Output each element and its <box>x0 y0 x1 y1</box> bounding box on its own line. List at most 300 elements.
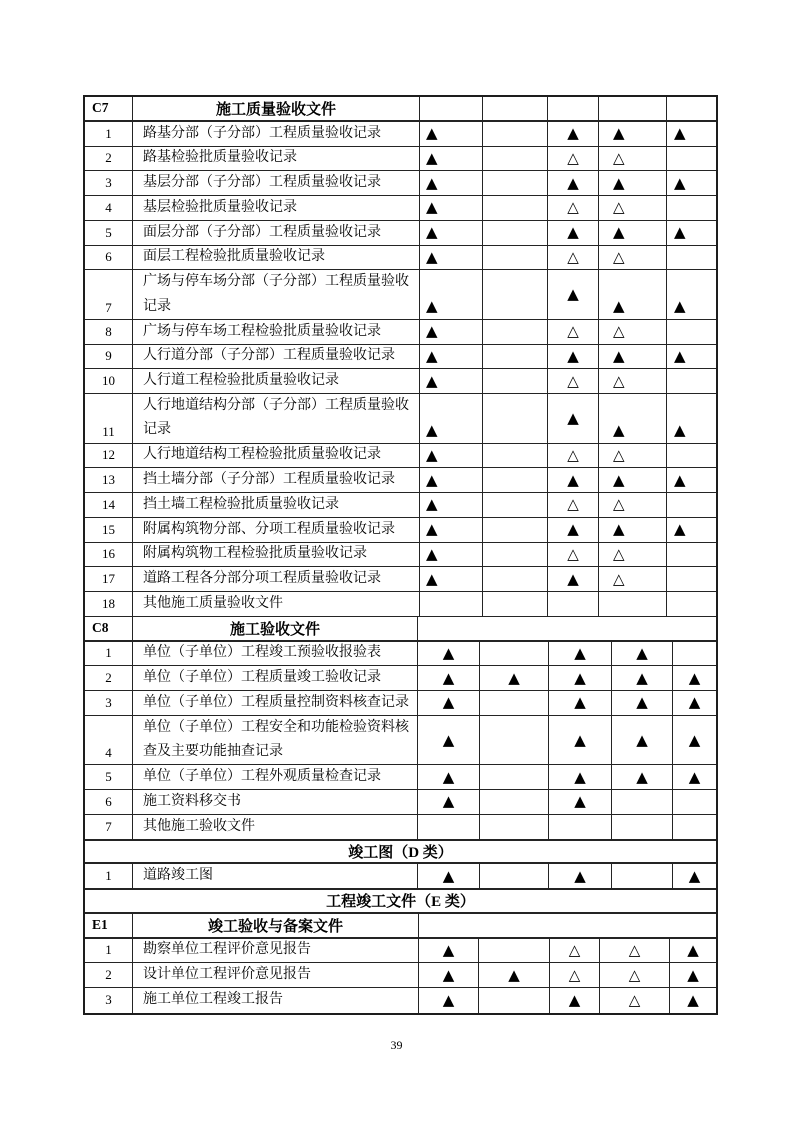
mark-cell <box>483 369 548 393</box>
row-description: 单位（子单位）工程竣工预验收报验表 <box>143 645 381 661</box>
mark-cell <box>673 864 716 888</box>
row-number-cell <box>85 988 133 1013</box>
header-merged-cell <box>419 914 716 937</box>
row-number-cell <box>85 147 133 171</box>
table-row <box>85 666 716 691</box>
mark-cell <box>549 642 612 666</box>
table-row <box>85 394 716 444</box>
mark-cell <box>420 122 483 146</box>
table-row <box>85 518 716 543</box>
mark-cell <box>599 543 667 567</box>
mark-cell <box>479 963 550 987</box>
row-number-cell <box>85 246 133 270</box>
row-number-cell <box>85 963 133 987</box>
mark-cell <box>667 246 716 270</box>
mark-cell <box>483 196 548 220</box>
row-description-cell <box>133 815 418 839</box>
triangle-mark: ▲ <box>567 346 579 365</box>
mark-cell <box>599 394 667 443</box>
triangle-mark: △ <box>613 495 625 514</box>
table-row <box>85 864 716 889</box>
row-description-cell <box>133 666 418 690</box>
row-description: 勘察单位工程评价意见报告 <box>143 942 311 958</box>
row-description-cell <box>133 221 420 245</box>
triangle-mark: ▲ <box>613 124 625 143</box>
triangle-mark: ▲ <box>674 470 686 489</box>
mark-cell <box>548 171 599 195</box>
table-row <box>85 171 716 196</box>
triangle-mark: ▲ <box>426 420 438 439</box>
triangle-mark: ▲ <box>567 173 579 192</box>
row-description: 设计单位工程评价意见报告 <box>143 967 311 983</box>
mark-cell <box>483 518 548 542</box>
mark-cell <box>667 493 716 517</box>
triangle-mark: ▲ <box>442 693 455 712</box>
mark-cell <box>599 122 667 146</box>
section-banner-title: 工程竣工文件（E 类） <box>326 894 475 911</box>
row-description-cell <box>133 468 420 492</box>
section-code <box>85 97 133 120</box>
row-description-cell <box>133 444 420 468</box>
row-number: 9 <box>105 348 112 364</box>
row-description: 路基分部（子分部）工程质量验收记录 <box>143 125 381 141</box>
table-row <box>85 221 716 246</box>
section-banner-title: 竣工图（D 类） <box>348 844 453 861</box>
row-description-cell <box>133 518 420 542</box>
triangle-mark: △ <box>613 445 625 464</box>
mark-cell <box>599 468 667 492</box>
table-row <box>85 592 716 617</box>
table-row <box>85 988 716 1013</box>
row-number: 2 <box>105 150 112 166</box>
mark-cell <box>673 790 716 814</box>
triangle-mark: △ <box>613 569 625 588</box>
mark-cell <box>670 988 716 1013</box>
triangle-mark: ▲ <box>567 569 579 588</box>
mark-cell <box>673 815 716 839</box>
mark-cell <box>667 543 716 567</box>
row-number-cell <box>85 592 133 616</box>
triangle-mark: △ <box>567 247 579 266</box>
row-number-cell <box>85 369 133 393</box>
row-description-cell <box>133 592 420 616</box>
mark-cell <box>420 270 483 319</box>
mark-cell <box>548 394 599 443</box>
triangle-mark: ▲ <box>426 223 438 242</box>
row-description-cell <box>133 246 420 270</box>
row-description: 单位（子单位）工程质量控制资料核查记录 <box>143 694 409 710</box>
row-description-cell <box>133 171 420 195</box>
mark-cell <box>418 666 480 690</box>
row-number: 4 <box>105 199 112 215</box>
mark-cell <box>612 815 673 839</box>
row-number: 14 <box>102 496 115 512</box>
mark-cell <box>550 939 600 963</box>
row-number: 11 <box>102 423 115 439</box>
row-number: 16 <box>102 546 115 562</box>
mark-cell <box>480 691 549 715</box>
mark-cell <box>548 518 599 542</box>
triangle-mark: ▲ <box>613 520 625 539</box>
triangle-mark: ▲ <box>613 420 625 439</box>
mark-cell <box>420 493 483 517</box>
mark-cell <box>548 196 599 220</box>
table-row <box>85 815 716 840</box>
mark-cell <box>599 221 667 245</box>
table-row <box>85 345 716 370</box>
section-code <box>85 914 133 937</box>
mark-cell <box>483 320 548 344</box>
header-empty-cell <box>483 97 548 120</box>
row-number-cell <box>85 196 133 220</box>
triangle-mark: ▲ <box>442 730 455 749</box>
mark-cell <box>599 171 667 195</box>
table-row <box>85 270 716 320</box>
triangle-mark: ▲ <box>636 767 648 786</box>
page-number: 39 <box>390 1038 403 1052</box>
mark-cell <box>483 444 548 468</box>
triangle-mark: ▲ <box>574 767 586 786</box>
triangle-mark: ▲ <box>567 408 579 427</box>
triangle-mark: ▲ <box>636 668 648 687</box>
triangle-mark: ▲ <box>613 223 625 242</box>
row-number: 3 <box>105 175 112 191</box>
row-number-cell <box>85 270 133 319</box>
table-row <box>85 567 716 592</box>
mark-cell <box>548 493 599 517</box>
triangle-mark: △ <box>628 940 641 959</box>
triangle-mark: ▲ <box>688 693 701 712</box>
row-number: 6 <box>105 249 112 265</box>
mark-cell <box>550 963 600 987</box>
mark-cell <box>612 642 673 666</box>
row-number: 1 <box>105 645 112 661</box>
mark-cell <box>483 592 548 616</box>
triangle-mark: ▲ <box>426 173 438 192</box>
section-code-label: E1 <box>92 917 108 933</box>
triangle-mark: ▲ <box>636 643 648 662</box>
row-description: 施工资料移交书 <box>143 793 241 809</box>
mark-cell <box>549 765 612 789</box>
triangle-mark: ▲ <box>442 866 455 885</box>
table-row <box>85 493 716 518</box>
section-code-label: C7 <box>92 100 109 116</box>
mark-cell <box>420 518 483 542</box>
mark-cell <box>480 864 549 888</box>
triangle-mark: △ <box>567 371 579 390</box>
mark-cell <box>667 567 716 591</box>
row-number: 18 <box>102 595 115 611</box>
row-number: 13 <box>102 472 115 488</box>
mark-cell <box>548 567 599 591</box>
mark-cell <box>599 444 667 468</box>
triangle-mark: ▲ <box>674 173 686 192</box>
mark-cell <box>549 815 612 839</box>
mark-cell <box>549 666 612 690</box>
mark-cell <box>612 716 673 765</box>
row-number: 12 <box>102 447 115 463</box>
mark-cell <box>420 196 483 220</box>
row-number-cell <box>85 444 133 468</box>
triangle-mark: ▲ <box>613 346 625 365</box>
table-section <box>85 864 716 889</box>
row-number: 3 <box>105 694 112 710</box>
mark-cell <box>667 468 716 492</box>
triangle-mark: ▲ <box>426 569 438 588</box>
header-empty-cell <box>420 97 483 120</box>
row-number-cell <box>85 790 133 814</box>
triangle-mark: ▲ <box>442 792 455 811</box>
mark-cell <box>548 122 599 146</box>
row-number-cell <box>85 320 133 344</box>
row-description: 附属构筑物工程检验批质量验收记录 <box>143 546 367 562</box>
mark-cell <box>420 147 483 171</box>
mark-cell <box>599 518 667 542</box>
table-row <box>85 369 716 394</box>
row-description: 广场与停车场工程检验批质量验收记录 <box>143 323 381 339</box>
mark-cell <box>548 345 599 369</box>
row-description: 面层工程检验批质量验收记录 <box>143 249 325 265</box>
row-description: 基层检验批质量验收记录 <box>143 199 297 215</box>
mark-cell <box>599 320 667 344</box>
triangle-mark: ▲ <box>613 470 625 489</box>
mark-cell <box>418 765 480 789</box>
mark-cell <box>480 765 549 789</box>
triangle-mark: ▲ <box>426 322 438 341</box>
mark-cell <box>549 691 612 715</box>
triangle-mark: △ <box>567 322 579 341</box>
mark-cell <box>483 147 548 171</box>
mark-cell <box>599 147 667 171</box>
mark-cell <box>419 939 479 963</box>
triangle-mark: △ <box>567 544 579 563</box>
mark-cell <box>667 147 716 171</box>
triangle-mark: ▲ <box>426 544 438 563</box>
section-title-label: 施工质量验收文件 <box>215 101 336 118</box>
mark-cell <box>667 518 716 542</box>
row-number-cell <box>85 221 133 245</box>
table-row <box>85 468 716 493</box>
row-number-cell <box>85 345 133 369</box>
row-description-cell <box>133 493 420 517</box>
mark-cell <box>673 666 716 690</box>
section-banner <box>85 889 716 914</box>
triangle-mark: △ <box>613 544 625 563</box>
row-description-cell <box>133 345 420 369</box>
mark-cell <box>418 716 480 765</box>
row-description: 广场与停车场分部（子分部）工程质量验收记录 <box>143 274 409 314</box>
table-section <box>85 97 716 617</box>
row-description-cell <box>133 196 420 220</box>
mark-cell <box>667 394 716 443</box>
mark-cell <box>599 369 667 393</box>
mark-cell <box>418 815 480 839</box>
section-header-row <box>85 914 716 939</box>
row-description-cell <box>133 320 420 344</box>
mark-cell <box>673 691 716 715</box>
mark-cell <box>549 864 612 888</box>
mark-cell <box>418 864 480 888</box>
triangle-mark: ▲ <box>674 296 686 315</box>
table-row <box>85 320 716 345</box>
row-number: 3 <box>105 992 112 1008</box>
triangle-mark: ▲ <box>442 668 455 687</box>
row-description: 人行地道结构工程检验批质量验收记录 <box>143 447 381 463</box>
mark-cell <box>480 642 549 666</box>
row-description: 道路工程各分部分项工程质量验收记录 <box>143 571 381 587</box>
mark-cell <box>673 716 716 765</box>
row-description-cell <box>133 864 418 888</box>
mark-cell <box>483 543 548 567</box>
section-title <box>133 617 418 640</box>
mark-cell <box>600 963 670 987</box>
row-description: 其他施工质量验收文件 <box>143 595 283 611</box>
header-merged-cell <box>418 617 716 640</box>
row-description: 施工单位工程竣工报告 <box>143 992 283 1008</box>
triangle-mark: ▲ <box>674 346 686 365</box>
triangle-mark: ▲ <box>574 866 586 885</box>
triangle-mark: ▲ <box>687 990 699 1009</box>
mark-cell <box>667 196 716 220</box>
triangle-mark: ▲ <box>688 730 701 749</box>
triangle-mark: △ <box>568 940 581 959</box>
section-title <box>133 914 419 937</box>
triangle-mark: ▲ <box>426 346 438 365</box>
triangle-mark: ▲ <box>442 643 455 662</box>
row-number-cell <box>85 394 133 443</box>
triangle-mark: ▲ <box>442 990 455 1009</box>
row-number: 5 <box>105 224 112 240</box>
mark-cell <box>612 765 673 789</box>
row-description-cell <box>133 642 418 666</box>
mark-cell <box>420 171 483 195</box>
triangle-mark: ▲ <box>574 668 586 687</box>
row-description: 单位（子单位）工程外观质量检查记录 <box>143 769 381 785</box>
mark-cell <box>480 815 549 839</box>
triangle-mark: ▲ <box>567 223 579 242</box>
mark-cell <box>673 642 716 666</box>
section-banner-row <box>85 889 716 914</box>
mark-cell <box>670 939 716 963</box>
mark-cell <box>483 345 548 369</box>
table-row <box>85 691 716 716</box>
mark-cell <box>479 988 550 1013</box>
mark-cell <box>667 221 716 245</box>
triangle-mark: ▲ <box>687 965 699 984</box>
section-banner-row <box>85 840 716 865</box>
section-header-row <box>85 97 716 122</box>
mark-cell <box>599 345 667 369</box>
mark-cell <box>548 543 599 567</box>
mark-cell <box>667 345 716 369</box>
row-description-cell <box>133 963 419 987</box>
mark-cell <box>612 691 673 715</box>
row-description: 单位（子单位）工程安全和功能检验资料核查及主要功能抽查记录 <box>143 719 409 759</box>
row-number-cell <box>85 691 133 715</box>
triangle-mark: ▲ <box>688 767 701 786</box>
triangle-mark: ▲ <box>613 296 625 315</box>
row-description: 基层分部（子分部）工程质量验收记录 <box>143 175 381 191</box>
table-row <box>85 939 716 964</box>
row-number: 8 <box>105 323 112 339</box>
row-description-cell <box>133 716 418 765</box>
mark-cell <box>600 988 670 1013</box>
table-row <box>85 147 716 172</box>
table-row <box>85 444 716 469</box>
mark-cell <box>548 320 599 344</box>
row-description: 人行道分部（子分部）工程质量验收记录 <box>143 348 395 364</box>
triangle-mark: △ <box>628 965 641 984</box>
mark-cell <box>480 666 549 690</box>
triangle-mark: △ <box>613 148 625 167</box>
triangle-mark: △ <box>613 371 625 390</box>
mark-cell <box>550 988 600 1013</box>
mark-cell <box>548 444 599 468</box>
row-number: 2 <box>105 670 112 686</box>
table-row <box>85 790 716 815</box>
row-description: 路基检验批质量验收记录 <box>143 150 297 166</box>
table-section <box>85 914 716 1013</box>
triangle-mark: ▲ <box>442 940 455 959</box>
row-number: 2 <box>105 967 112 983</box>
mark-cell <box>480 790 549 814</box>
header-empty-cell <box>548 97 599 120</box>
triangle-mark: ▲ <box>426 148 438 167</box>
triangle-mark: ▲ <box>674 420 686 439</box>
triangle-mark: ▲ <box>688 668 701 687</box>
triangle-mark: ▲ <box>674 520 686 539</box>
triangle-mark: ▲ <box>613 173 625 192</box>
mark-cell <box>548 369 599 393</box>
mark-cell <box>418 691 480 715</box>
mark-cell <box>673 765 716 789</box>
triangle-mark: ▲ <box>426 371 438 390</box>
triangle-mark: △ <box>613 322 625 341</box>
triangle-mark: ▲ <box>508 668 520 687</box>
table-row <box>85 543 716 568</box>
section-title-label: 竣工验收与备案文件 <box>207 918 343 935</box>
mark-cell <box>420 345 483 369</box>
mark-cell <box>612 790 673 814</box>
triangle-mark: △ <box>567 198 579 217</box>
row-description-cell <box>133 939 419 963</box>
row-number-cell <box>85 468 133 492</box>
header-empty-cell <box>599 97 667 120</box>
mark-cell <box>548 246 599 270</box>
header-empty-cell <box>667 97 716 120</box>
triangle-mark: ▲ <box>636 693 648 712</box>
mark-cell <box>483 221 548 245</box>
row-description-cell <box>133 270 420 319</box>
row-description-cell <box>133 543 420 567</box>
row-description: 挡土墙分部（子分部）工程质量验收记录 <box>143 472 395 488</box>
row-description: 其他施工验收文件 <box>143 818 255 834</box>
section-banner <box>85 840 716 865</box>
mark-cell <box>419 963 479 987</box>
table-row <box>85 963 716 988</box>
mark-cell <box>667 592 716 616</box>
row-number: 7 <box>105 818 112 834</box>
triangle-mark: ▲ <box>567 520 579 539</box>
triangle-mark: △ <box>613 198 625 217</box>
triangle-mark: △ <box>567 495 579 514</box>
row-number-cell <box>85 864 133 888</box>
mark-cell <box>612 864 673 888</box>
row-number-cell <box>85 716 133 765</box>
section-code-label: C8 <box>92 620 109 636</box>
triangle-mark: ▲ <box>574 643 586 662</box>
triangle-mark: ▲ <box>508 965 520 984</box>
